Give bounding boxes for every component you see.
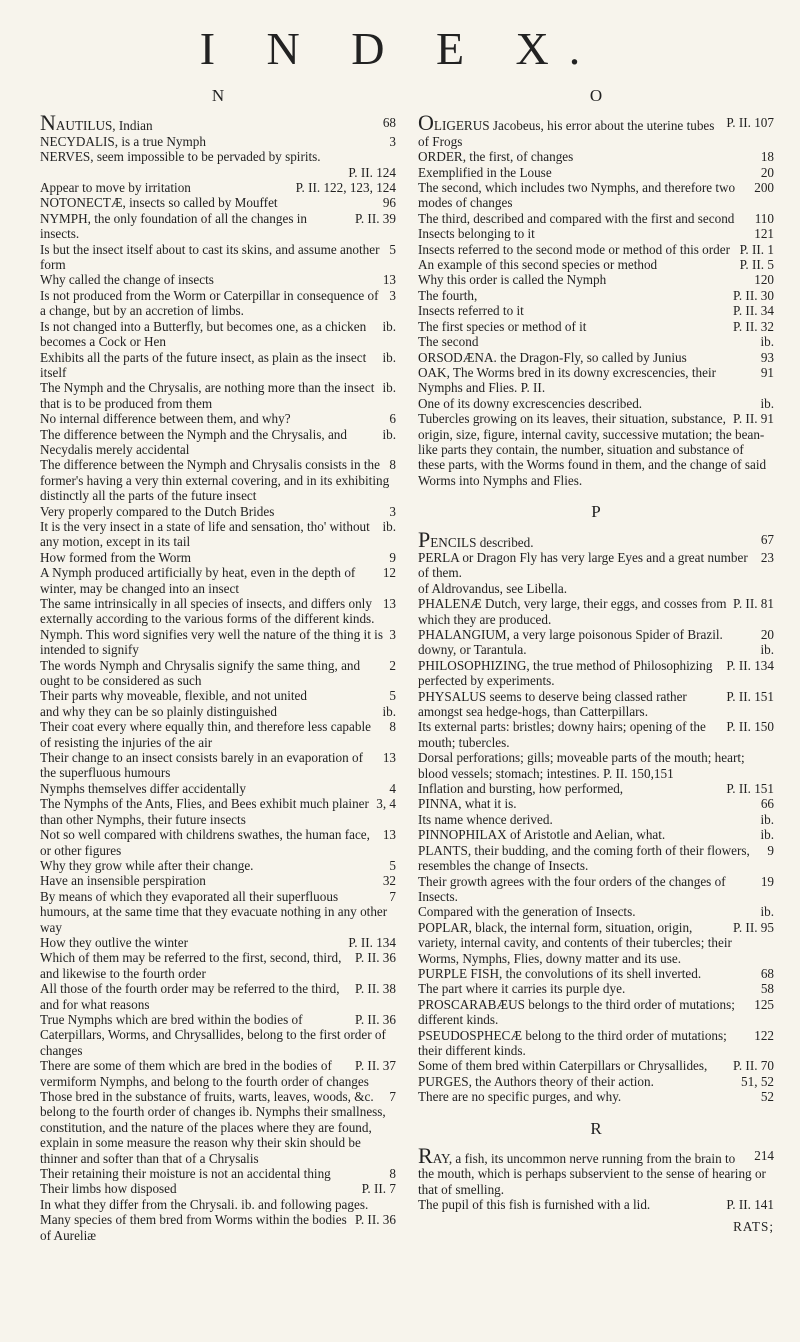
index-entry [418, 319, 774, 334]
index-entry [418, 920, 774, 966]
index-entry [40, 242, 396, 273]
index-entry [40, 519, 396, 550]
page-reference: 20 [760, 627, 774, 642]
index-entry [40, 211, 396, 242]
entry-text: Nymph. This word signifies very well the nature of the thing it is intended to signify [40, 626, 383, 658]
page-reference: 7 [389, 1089, 396, 1104]
index-entry [40, 1181, 396, 1196]
index-entry [418, 257, 774, 272]
index-entry [40, 704, 396, 719]
page-reference: 3 [389, 626, 396, 642]
entry-text: All those of the fourth order may be referred to the third, and for what reasons [40, 981, 340, 1012]
entry-text: Which of them may be referred to the first, second, third, and likewise to the fourth order [40, 950, 342, 981]
index-entry [418, 411, 774, 488]
page-reference: P. II. 134 [726, 657, 774, 673]
index-entry [40, 1089, 396, 1166]
page-reference: P. II. 34 [732, 303, 774, 319]
page-reference: 67 [760, 531, 774, 547]
entry-text: Not so well compared with childrens swathes, the human face, or other figures [40, 827, 370, 858]
entry-text: It is the very insect in a state of life and sensation, tho' without any motion, except in its tail [40, 518, 370, 550]
entry-text: In what they differ from the Chrysali. ib. and following pages. [40, 1196, 369, 1212]
entry-text: Its name whence derived. [418, 811, 553, 827]
index-entry [418, 165, 774, 180]
page-reference: 3 [389, 503, 396, 519]
entry-text: PINNA, what it is. [418, 796, 517, 812]
index-entry [40, 180, 396, 195]
page-reference: ib. [760, 334, 774, 350]
entry-text: PLANTS, their budding, and the coming forth of their flowers, resembles the change of Insects. [418, 842, 750, 874]
page-reference: P. II. 150 [726, 719, 774, 735]
index-entry [418, 719, 774, 750]
index-entry [40, 781, 396, 796]
entry-text: The words Nymph and Chrysalis signify the same thing, and ought to be considered as such [40, 657, 361, 689]
index-entry [418, 110, 774, 149]
entry-text: The Nymph and the Chrysalis, are nothing more than the insect that is to be produced from them [40, 380, 375, 411]
entry-text: The third, described and compared with the first and second [418, 210, 735, 226]
page-reference: 13 [382, 750, 396, 766]
page-reference: 7 [389, 888, 396, 904]
index-entry [40, 1166, 396, 1181]
entry-text: Appear to move by irritation [40, 180, 191, 196]
entry-text: OAK, The Worms bred in its downy excrescencies, their Nymphs and Flies. P. II. [418, 364, 717, 396]
entry-text: Tubercles growing on its leaves, their situation, substance, origin, size, figure, internal cavity, successive mutation; the bean-like parts they contain, the number, situation and substance of these parts, with the Worms found in them, and the change of said Worms into Nymphs and Flies. [418, 411, 767, 488]
page-reference: ib. [382, 426, 396, 442]
index-entry [40, 457, 396, 503]
page-reference: 120 [754, 272, 774, 288]
index-entry [418, 874, 774, 905]
entry-text: ORSODÆNA. the Dragon-Fly, so called by Junius [418, 349, 687, 365]
entry-text: Exhibits all the parts of the future insect, as plain as the insect itself [40, 349, 367, 380]
entry-text: True Nymphs which are bred within the bodies of Caterpillars, Worms, and Chrysallides, belong to the first order of changes [40, 1011, 386, 1058]
entry-text: There are some of them which are bred in the bodies of vermiform Nymphs, and belong to the fourth order of changes [40, 1058, 369, 1089]
entry-text: By means of which they evaporated all their superfluous humours, at the same time that they evacuate nothing in any other way [40, 888, 388, 935]
page-reference: ib. [382, 518, 396, 534]
index-entry [40, 149, 396, 164]
index-entry [40, 719, 396, 750]
page-reference: P. II. 39 [354, 210, 396, 226]
index-entry [40, 889, 396, 935]
page-reference: 18 [760, 149, 774, 165]
index-entry [40, 350, 396, 381]
page-reference: 9 [389, 549, 396, 565]
page-reference: 19 [760, 873, 774, 889]
index-entry [418, 526, 774, 552]
entry-text: Is not produced from the Worm or Caterpillar in consequence of a change, but by an accretion of limbs. [40, 287, 379, 319]
page-reference: P. II. 91 [732, 411, 774, 427]
index-entry [40, 796, 396, 827]
page-reference: 68 [382, 115, 396, 131]
entry-text: OLIGERUS Jacobeus, his error about the uterine tubes of Frogs [418, 110, 715, 149]
index-entry [40, 827, 396, 858]
page-reference: 23 [760, 549, 774, 565]
page-reference: P. II. 70 [732, 1058, 774, 1074]
entry-text: The first species or method of it [418, 318, 587, 334]
index-entry [418, 904, 774, 919]
index-entry [418, 180, 774, 211]
index-entry [40, 380, 396, 411]
page-reference: 214 [754, 1148, 774, 1163]
entry-text: There are no specific purges, and why. [418, 1089, 622, 1105]
page-reference: 200 [754, 180, 774, 196]
index-entry [418, 658, 774, 689]
page-reference: 13 [382, 596, 396, 611]
index-entry [418, 689, 774, 720]
page-reference: P. II. 141 [726, 1197, 774, 1213]
entry-text: Is but the insect itself about to cast its skins, and assume another form [40, 241, 380, 273]
page-reference: P. II. 36 [354, 1011, 396, 1027]
index-entry [418, 211, 774, 226]
entry-text: Their parts why moveable, flexible, and not united [40, 688, 307, 704]
index-entry [40, 1212, 396, 1243]
index-entry [40, 950, 396, 981]
entry-text: Their retaining their moisture is not an accidental thing [40, 1166, 331, 1182]
page-reference: P. II. 1 [739, 241, 774, 257]
left-column [40, 88, 396, 1243]
page-reference: P. II. 7 [361, 1181, 396, 1197]
entry-text: Inflation and bursting, how performed, [418, 781, 624, 797]
entry-text: Those bred in the substance of fruits, warts, leaves, woods, &c. belong to the fourth order of changes ib. Nymphs their smallness, constitution, and the nature of the places where they are found, explain in some measure the reason why their skin should be thinner and softer than that of a Chrysalis [40, 1089, 386, 1166]
entry-text: NYMPH, the only foundation of all the changes in insects. [40, 210, 308, 242]
page-reference: P. II. 151 [726, 781, 774, 797]
entry-text: PERLA or Dragon Fly has very large Eyes and a great number of them. [418, 549, 748, 581]
page-reference: 5 [389, 241, 396, 257]
entry-text: Compared with the generation of Insects. [418, 904, 636, 920]
entry-text: Many species of them bred from Worms within the bodies of Aureliæ [40, 1212, 347, 1243]
entry-text: PHALANGIUM, a very large poisonous Spider of Brazil. [418, 627, 723, 642]
page-reference: 3 [389, 287, 396, 303]
entry-text: Why they grow while after their change. [40, 857, 254, 873]
entry-text: Their change to an insect consists barely in an evaporation of the superfluous humours [40, 750, 363, 781]
section-letter-p: P [591, 502, 601, 522]
page-reference: 32 [382, 873, 396, 889]
entry-text: How they outlive the winter [40, 934, 188, 950]
entry-text: NECYDALIS, is a true Nymph [40, 133, 206, 149]
index-entry [418, 827, 774, 842]
index-entry [40, 1012, 396, 1058]
entry-text: The second [418, 334, 479, 350]
page-reference: 20 [760, 164, 774, 180]
entry-text: One of its downy excrescencies described. [418, 395, 643, 411]
entry-text: Their growth agrees with the four orders of the changes of Insects. [418, 873, 726, 904]
entry-text: RAY, a fish, its uncommon nerve running from the brain to the mouth, which is perhaps subservient to the sense of hearing or that of smelling. [418, 1143, 766, 1197]
index-entry [418, 843, 774, 874]
index-entry [40, 750, 396, 781]
right-column [418, 88, 774, 1234]
entry-text: Insects referred to the second mode or method of this order [418, 241, 730, 257]
page-reference: P. II. 5 [739, 257, 774, 273]
index-entry [40, 165, 396, 180]
page-reference: 93 [760, 349, 774, 365]
entry-text: NERVES, seem impossible to be pervaded by spirits. [40, 149, 321, 165]
entry-text: PHALENÆ Dutch, very large, their eggs, and cosses from which they are produced. [418, 596, 727, 627]
section-letter-n: N [211, 86, 225, 105]
page-reference: P. II. 36 [354, 950, 396, 966]
entry-text: PURPLE FISH, the convolutions of its shell inverted. [418, 965, 702, 981]
entry-text: NOTONECTÆ, insects so called by Mouffet [40, 195, 278, 211]
index-entry [418, 966, 774, 981]
entry-text: ORDER, the first, of changes [418, 149, 574, 165]
entry-text: The fourth, [418, 287, 478, 303]
entry-text: Some of them bred within Caterpillars or Chrysallides, [418, 1058, 708, 1074]
index-entry [40, 134, 396, 149]
index-entry [418, 149, 774, 164]
page-reference: 8 [389, 457, 396, 473]
index-entry [418, 1058, 774, 1073]
page-reference: 91 [760, 364, 774, 380]
index-entry [418, 334, 774, 349]
index-entry [40, 873, 396, 888]
entry-text: Why called the change of insects [40, 272, 214, 288]
page-reference: 9 [767, 842, 774, 858]
page-reference: ib. [760, 642, 774, 658]
index-entry [418, 350, 774, 365]
entry-text: PSEUDOSPHECÆ belong to the third order of mutations; their different kinds. [418, 1027, 727, 1058]
page-reference: 5 [389, 857, 396, 873]
entry-text: POPLAR, black, the internal form, situation, origin, variety, internal cavity, and contents of their tubercles; their Worms, Nymphs, Flies, downy matter and its use. [418, 919, 732, 966]
index-entry [40, 504, 396, 519]
entry-text: Very properly compared to the Dutch Brides [40, 503, 275, 519]
page-reference: ib. [382, 380, 396, 396]
page-reference: P. II. 95 [732, 919, 774, 935]
entry-text: The pupil of this fish is furnished with a lid. [418, 1197, 651, 1213]
section-r-entries [418, 1143, 774, 1213]
section-letter-o: O [589, 86, 603, 105]
entry-text: NAUTILUS, Indian [40, 110, 153, 136]
index-entry [418, 981, 774, 996]
index-entry [40, 411, 396, 426]
entry-text: Exemplified in the Louse [418, 164, 552, 180]
index-entry [418, 781, 774, 796]
index-entry [418, 1074, 774, 1089]
index-entry [40, 596, 396, 627]
entry-text: Is not changed into a Butterfly, but becomes one, as a chicken becomes a Cock or Hen [40, 318, 367, 350]
index-entry [418, 1197, 774, 1212]
page-reference: 6 [389, 411, 396, 427]
page-reference: P. II. 30 [732, 287, 774, 303]
catchword: RATS; [733, 1218, 774, 1234]
page-reference: 13 [382, 827, 396, 843]
entry-text: PHYSALUS seems to deserve being classed rather amongst sea hedge-hogs, than Catterpillars. [418, 688, 687, 720]
index-entry [418, 1028, 774, 1059]
page-reference: ib. [382, 318, 396, 334]
page-reference: 66 [760, 796, 774, 812]
index-entry [40, 565, 396, 596]
section-o-entries [418, 110, 774, 488]
page-reference: ib. [382, 703, 396, 719]
index-entry [418, 1089, 774, 1104]
section-p-entries [418, 526, 774, 1105]
entry-text: Insects belonging to it [418, 226, 535, 242]
page-reference: 2 [389, 657, 396, 673]
page-reference: ib. [760, 395, 774, 411]
index-entry [418, 550, 774, 581]
entry-text: PURGES, the Authors theory of their action. [418, 1073, 654, 1089]
page-reference: 68 [760, 965, 774, 981]
page-reference: 3 [389, 133, 396, 149]
page-reference: 4 [389, 780, 396, 796]
index-entry [40, 427, 396, 458]
index-entry [418, 303, 774, 318]
index-entry [40, 858, 396, 873]
index-entry [40, 688, 396, 703]
index-entry [40, 288, 396, 319]
index-entry [418, 581, 774, 596]
entry-text: How formed from the Worm [40, 549, 192, 565]
page-reference: P. II. 134 [348, 934, 396, 950]
entry-text: Nymphs themselves differ accidentally [40, 780, 246, 796]
entry-text: No internal difference between them, and why? [40, 411, 291, 427]
entry-text: Dorsal perforations; gills; moveable parts of the mouth; heart; blood vessels; stomach; intestines. P. II. 150,151 [418, 750, 745, 781]
page-reference: P. II. 107 [726, 115, 774, 131]
page-reference: 13 [382, 272, 396, 288]
entry-text: downy, or Tarantula. [418, 642, 527, 658]
index-entry [40, 1058, 396, 1089]
entry-text: PINNOPHILAX of Aristotle and Aelian, what. [418, 827, 666, 843]
page-reference: P. II. 124 [348, 164, 396, 180]
index-entry [40, 319, 396, 350]
section-n-entries [40, 110, 396, 1243]
index-entry [40, 272, 396, 287]
entry-text: The second, which includes two Nymphs, and therefore two modes of changes [418, 180, 736, 211]
section-letter-r: R [590, 1118, 602, 1138]
index-entry [418, 288, 774, 303]
entry-text: PENCILS described. [418, 526, 534, 552]
page-reference: 52 [760, 1089, 774, 1105]
index-entry [418, 997, 774, 1028]
page-reference: P. II. 122, 123, 124 [295, 180, 396, 196]
index-entry [418, 812, 774, 827]
page-reference: 58 [760, 981, 774, 997]
entry-text: Its external parts: bristles; downy hairs; opening of the mouth; tubercles. [418, 719, 706, 750]
index-entry [40, 110, 396, 136]
index-entry [418, 750, 774, 781]
page-reference: P. II. 81 [732, 596, 774, 612]
entry-text: PROSCARABÆUS belongs to the third order of mutations; different kinds. [418, 996, 735, 1028]
index-entry [418, 627, 774, 642]
index-entry [418, 226, 774, 241]
entry-text: The difference between the Nymph and the Chrysalis, and Necydalis merely accidental [40, 426, 347, 457]
entry-text: An example of this second species or method [418, 257, 658, 273]
entry-text: Their coat every where equally thin, and therefore less capable of resisting the injuries of the air [40, 719, 371, 750]
entry-text: A Nymph produced artificially by heat, even in the depth of winter, may be changed into an insect [40, 565, 356, 596]
page-reference: ib. [760, 904, 774, 920]
index-entry [40, 195, 396, 210]
entry-text: PHILOSOPHIZING, the true method of Philosophizing perfected by experiments. [418, 657, 713, 689]
entry-text: The part where it carries its purple dye. [418, 981, 626, 997]
index-entry [40, 935, 396, 950]
page-reference: 12 [382, 565, 396, 581]
index-entry [418, 796, 774, 811]
page-reference: P. II. 151 [726, 688, 774, 704]
index-entry [40, 1197, 396, 1212]
index-entry [418, 1143, 774, 1197]
page-title: I N D E X. [199, 23, 601, 74]
entry-text: Why this order is called the Nymph [418, 272, 607, 288]
index-entry [40, 550, 396, 565]
page-reference: 5 [389, 688, 396, 704]
index-entry [40, 627, 396, 658]
index-entry [418, 642, 774, 657]
page-reference: ib. [760, 827, 774, 843]
page-reference: ib. [382, 349, 396, 365]
page-reference: 96 [382, 195, 396, 211]
entry-text: of Aldrovandus, see Libella. [418, 580, 568, 596]
page-reference: 3, 4 [376, 796, 396, 812]
page-reference: 51, 52 [741, 1073, 774, 1089]
entry-text: Insects referred to it [418, 303, 524, 319]
page-reference: 8 [389, 719, 396, 735]
entry-text: Their limbs how disposed [40, 1181, 177, 1197]
index-entry [40, 981, 396, 1012]
page-reference: 8 [389, 1166, 396, 1182]
index-entry [418, 272, 774, 287]
entry-text: The difference between the Nymph and Chrysalis consists in the former's having a very thin external covering, and in its exhibiting distinctly all the parts of the future insect [40, 457, 390, 504]
page-reference: 125 [754, 996, 774, 1012]
page-reference: 122 [754, 1027, 774, 1043]
entry-text: The same intrinsically in all species of insects, and differs only externally according to the various forms of the different kinds. [40, 596, 375, 627]
page-reference: P. II. 36 [354, 1212, 396, 1228]
index-entry [40, 658, 396, 689]
page-reference: 121 [754, 226, 774, 242]
entry-text: Have an insensible perspiration [40, 873, 206, 889]
index-entry [418, 596, 774, 627]
page-reference: ib. [760, 811, 774, 827]
index-entry [418, 396, 774, 411]
page-reference: P. II. 37 [354, 1058, 396, 1074]
page-reference: 110 [754, 210, 774, 226]
entry-text: The Nymphs of the Ants, Flies, and Bees exhibit much plainer than other Nymphs, their future insects [40, 796, 369, 827]
index-entry [418, 242, 774, 257]
entry-text: and why they can be so plainly distinguished [40, 703, 277, 719]
page-reference: P. II. 32 [732, 318, 774, 334]
page-reference: P. II. 38 [354, 981, 396, 997]
index-entry [418, 365, 774, 396]
